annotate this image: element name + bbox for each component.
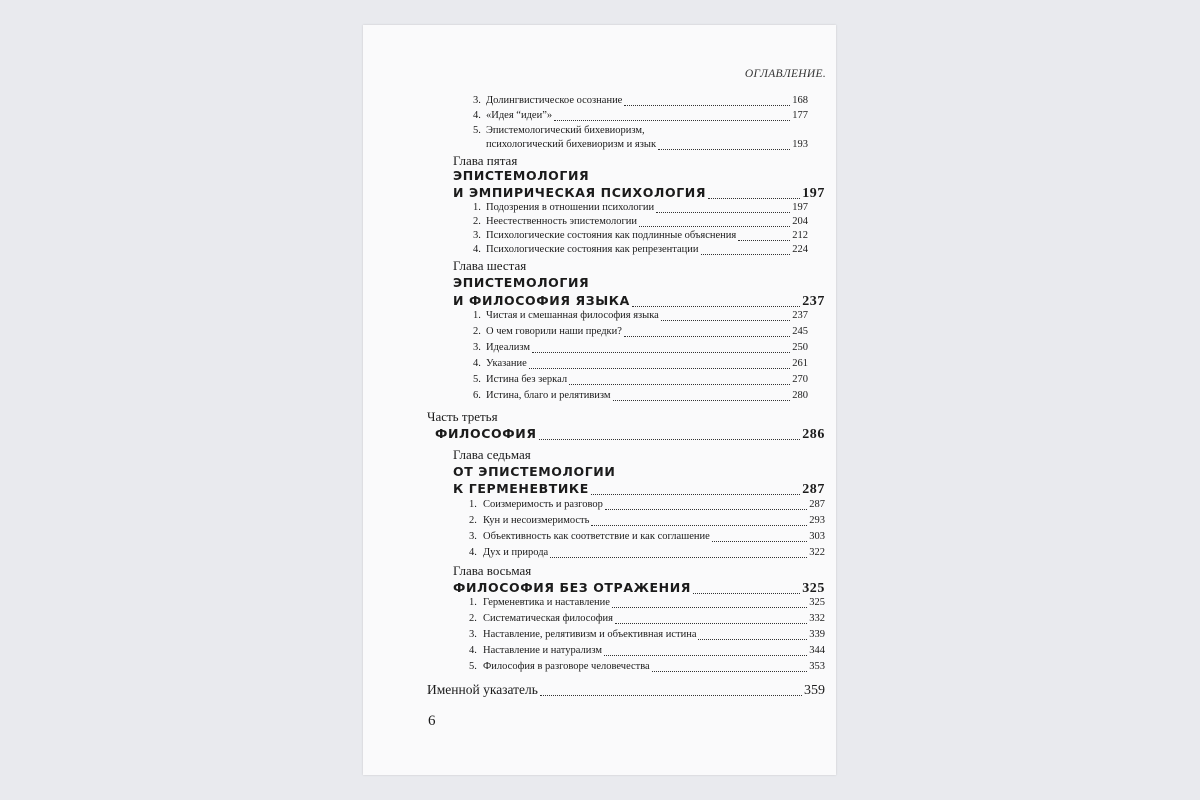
leader-dots xyxy=(632,305,800,307)
chapter-title: ОТ ЭПИСТЕМОЛОГИИ xyxy=(453,464,616,479)
toc-entry[interactable]: 1. Подозрения в отношении психологии 197 xyxy=(473,202,808,213)
toc-entry[interactable]: 5. Философия в разговоре человечества 353 xyxy=(469,661,825,672)
chapter-title: ЭПИСТЕМОЛОГИЯ xyxy=(453,168,590,183)
leader-dots xyxy=(615,622,807,624)
toc-entry[interactable]: 4. «Идея “идеи”» 177 xyxy=(473,110,808,121)
toc-entry[interactable]: 5. Истина без зеркал 270 xyxy=(473,374,808,385)
leader-dots xyxy=(624,335,790,337)
leader-dots xyxy=(540,694,802,696)
toc-entry[interactable]: 1. Соизмеримость и разговор 287 xyxy=(469,499,825,510)
leader-dots xyxy=(529,367,790,369)
leader-dots xyxy=(698,638,807,640)
chapter-label: Глава восьмая xyxy=(453,563,532,578)
toc-entry[interactable]: 4. Наставление и натурализм 344 xyxy=(469,645,825,656)
toc-entry-first-line[interactable]: 5. Эпистемологический бихевиоризм, xyxy=(473,125,645,136)
chapter-title: ЭПИСТЕМОЛОГИЯ xyxy=(453,275,590,290)
leader-dots xyxy=(639,225,790,227)
leader-dots xyxy=(693,592,800,594)
toc-entry[interactable]: 2. Кун и несоизмеримость 293 xyxy=(469,515,825,526)
leader-dots xyxy=(708,197,800,199)
leader-dots xyxy=(569,383,790,385)
toc-entry[interactable]: 3. Наставление, релятивизм и объективная истина 339 xyxy=(469,629,825,640)
toc-entry[interactable]: 3. Объективность как соответствие и как соглашение 303 xyxy=(469,531,825,542)
leader-dots xyxy=(532,351,790,353)
leader-dots xyxy=(658,148,790,150)
leader-dots xyxy=(624,104,790,106)
toc-entry[interactable]: 6. Истина, благо и релятивизм 280 xyxy=(473,390,808,401)
toc-entry[interactable]: 3. Долингвистическое осознание 168 xyxy=(473,95,808,106)
leader-dots xyxy=(661,319,790,321)
chapter-heading[interactable]: И ЭМПИРИЧЕСКАЯ ПСИХОЛОГИЯ 197 xyxy=(453,185,825,201)
toc-entry[interactable]: психологический бихевиоризм и язык 193 xyxy=(486,139,808,150)
leader-dots xyxy=(612,606,807,608)
index-entry[interactable]: Именной указатель 359 xyxy=(427,682,825,698)
toc-entry[interactable]: 3. Идеализм 250 xyxy=(473,342,808,353)
chapter-heading[interactable]: К ГЕРМЕНЕВТИКЕ 287 xyxy=(453,481,825,497)
leader-dots xyxy=(604,654,807,656)
leader-dots xyxy=(554,119,790,121)
leader-dots xyxy=(701,253,791,255)
chapter-heading[interactable]: ФИЛОСОФИЯ БЕЗ ОТРАЖЕНИЯ 325 xyxy=(453,580,825,596)
chapter-label: Глава пятая xyxy=(453,153,518,168)
toc-entry[interactable]: 2. Неестественность эпистемологии 204 xyxy=(473,216,808,227)
chapter-label: Глава шестая xyxy=(453,258,527,273)
part-heading[interactable]: ФИЛОСОФИЯ 286 xyxy=(435,426,825,442)
leader-dots xyxy=(652,670,808,672)
leader-dots xyxy=(539,438,801,440)
leader-dots xyxy=(613,399,791,401)
toc-entry[interactable]: 4. Дух и природа 322 xyxy=(469,547,825,558)
toc-entry[interactable]: 1. Герменевтика и наставление 325 xyxy=(469,597,825,608)
leader-dots xyxy=(656,211,790,213)
leader-dots xyxy=(591,524,807,526)
toc-entry[interactable]: 2. Систематическая философия 332 xyxy=(469,613,825,624)
toc-entry[interactable]: 4. Психологические состояния как репрезентации 224 xyxy=(473,244,808,255)
leader-dots xyxy=(550,556,807,558)
leader-dots xyxy=(605,508,807,510)
toc-entry[interactable]: 4. Указание 261 xyxy=(473,358,808,369)
chapter-label: Глава седьмая xyxy=(453,447,531,462)
page-number: 6 xyxy=(428,713,436,729)
chapter-heading[interactable]: И ФИЛОСОФИЯ ЯЗЫКА 237 xyxy=(453,293,825,309)
leader-dots xyxy=(738,239,790,241)
toc-entry[interactable]: 3. Психологические состояния как подлинные объяснения 212 xyxy=(473,230,808,241)
leader-dots xyxy=(591,493,800,495)
part-label: Часть третья xyxy=(427,409,498,424)
running-head: ОГЛАВЛЕНИЕ. xyxy=(744,68,826,80)
book-page xyxy=(363,25,836,775)
toc-entry[interactable]: 1. Чистая и смешанная философия языка 237 xyxy=(473,310,808,321)
leader-dots xyxy=(712,540,807,542)
toc-entry[interactable]: 2. О чем говорили наши предки? 245 xyxy=(473,326,808,337)
